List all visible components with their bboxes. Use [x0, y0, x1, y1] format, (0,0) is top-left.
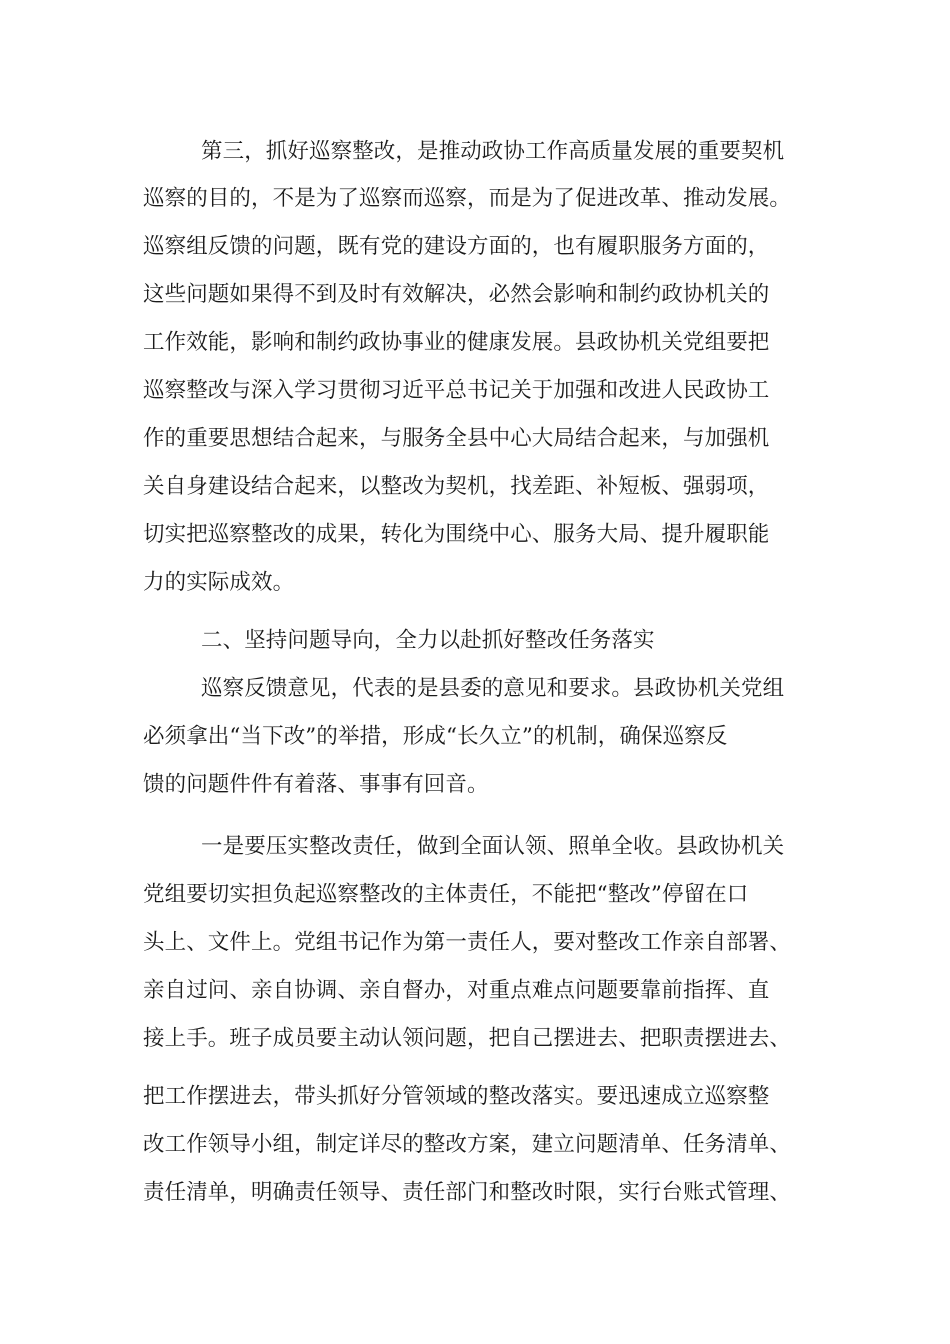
paragraph-line: 巡察组反馈的问题，既有党的建设方面的，也有履职服务方面的， [143, 234, 770, 259]
paragraph-line: 第三，抓好巡察整改，是推动政协工作高质量发展的重要契机 [201, 139, 785, 164]
section-heading: 二、坚持问题导向，全力以赴抓好整改任务落实 [201, 628, 655, 653]
paragraph-line: 切实把巡察整改的成果，转化为围绕中心、服务大局、提升履职能 [143, 522, 770, 547]
paragraph-line: 工作效能，影响和制约政协事业的健康发展。县政协机关党组要把 [143, 330, 770, 355]
paragraph-line: 把工作摆进去，带头抓好分管领域的整改落实。要迅速成立巡察整 [143, 1084, 770, 1109]
paragraph-line: 党组要切实担负起巡察整改的主体责任，不能把“整改”停留在口 [143, 882, 749, 907]
paragraph-line: 一是要压实整改责任，做到全面认领、照单全收。县政协机关 [201, 834, 785, 859]
paragraph-line: 巡察整改与深入学习贯彻习近平总书记关于加强和改进人民政协工 [143, 378, 770, 403]
paragraph-line: 责任清单，明确责任领导、责任部门和整改时限，实行台账式管理、 [143, 1180, 792, 1205]
paragraph-line: 关自身建设结合起来，以整改为契机，找差距、补短板、强弱项， [143, 474, 770, 499]
paragraph-line: 必须拿出“当下改”的举措，形成“长久立”的机制，确保巡察反 [143, 724, 728, 749]
paragraph-line: 巡察反馈意见，代表的是县委的意见和要求。县政协机关党组 [201, 676, 785, 701]
paragraph-line: 馈的问题件件有着落、事事有回音。 [143, 772, 489, 797]
paragraph-line: 力的实际成效。 [143, 570, 295, 595]
paragraph-line: 巡察的目的，不是为了巡察而巡察，而是为了促进改革、推动发展。 [143, 186, 792, 211]
paragraph-line: 作的重要思想结合起来，与服务全县中心大局结合起来，与加强机 [143, 426, 770, 451]
paragraph-line: 改工作领导小组，制定详尽的整改方案，建立问题清单、任务清单、 [143, 1132, 792, 1157]
paragraph-line: 亲自过问、亲自协调、亲自督办，对重点难点问题要靠前指挥、直 [143, 978, 770, 1003]
paragraph-line: 这些问题如果得不到及时有效解决，必然会影响和制约政协机关的 [143, 282, 770, 307]
paragraph-line: 头上、文件上。党组书记作为第一责任人，要对整改工作亲自部署、 [143, 930, 792, 955]
paragraph-line: 接上手。班子成员要主动认领问题，把自己摆进去、把职责摆进去、 [143, 1026, 792, 1051]
